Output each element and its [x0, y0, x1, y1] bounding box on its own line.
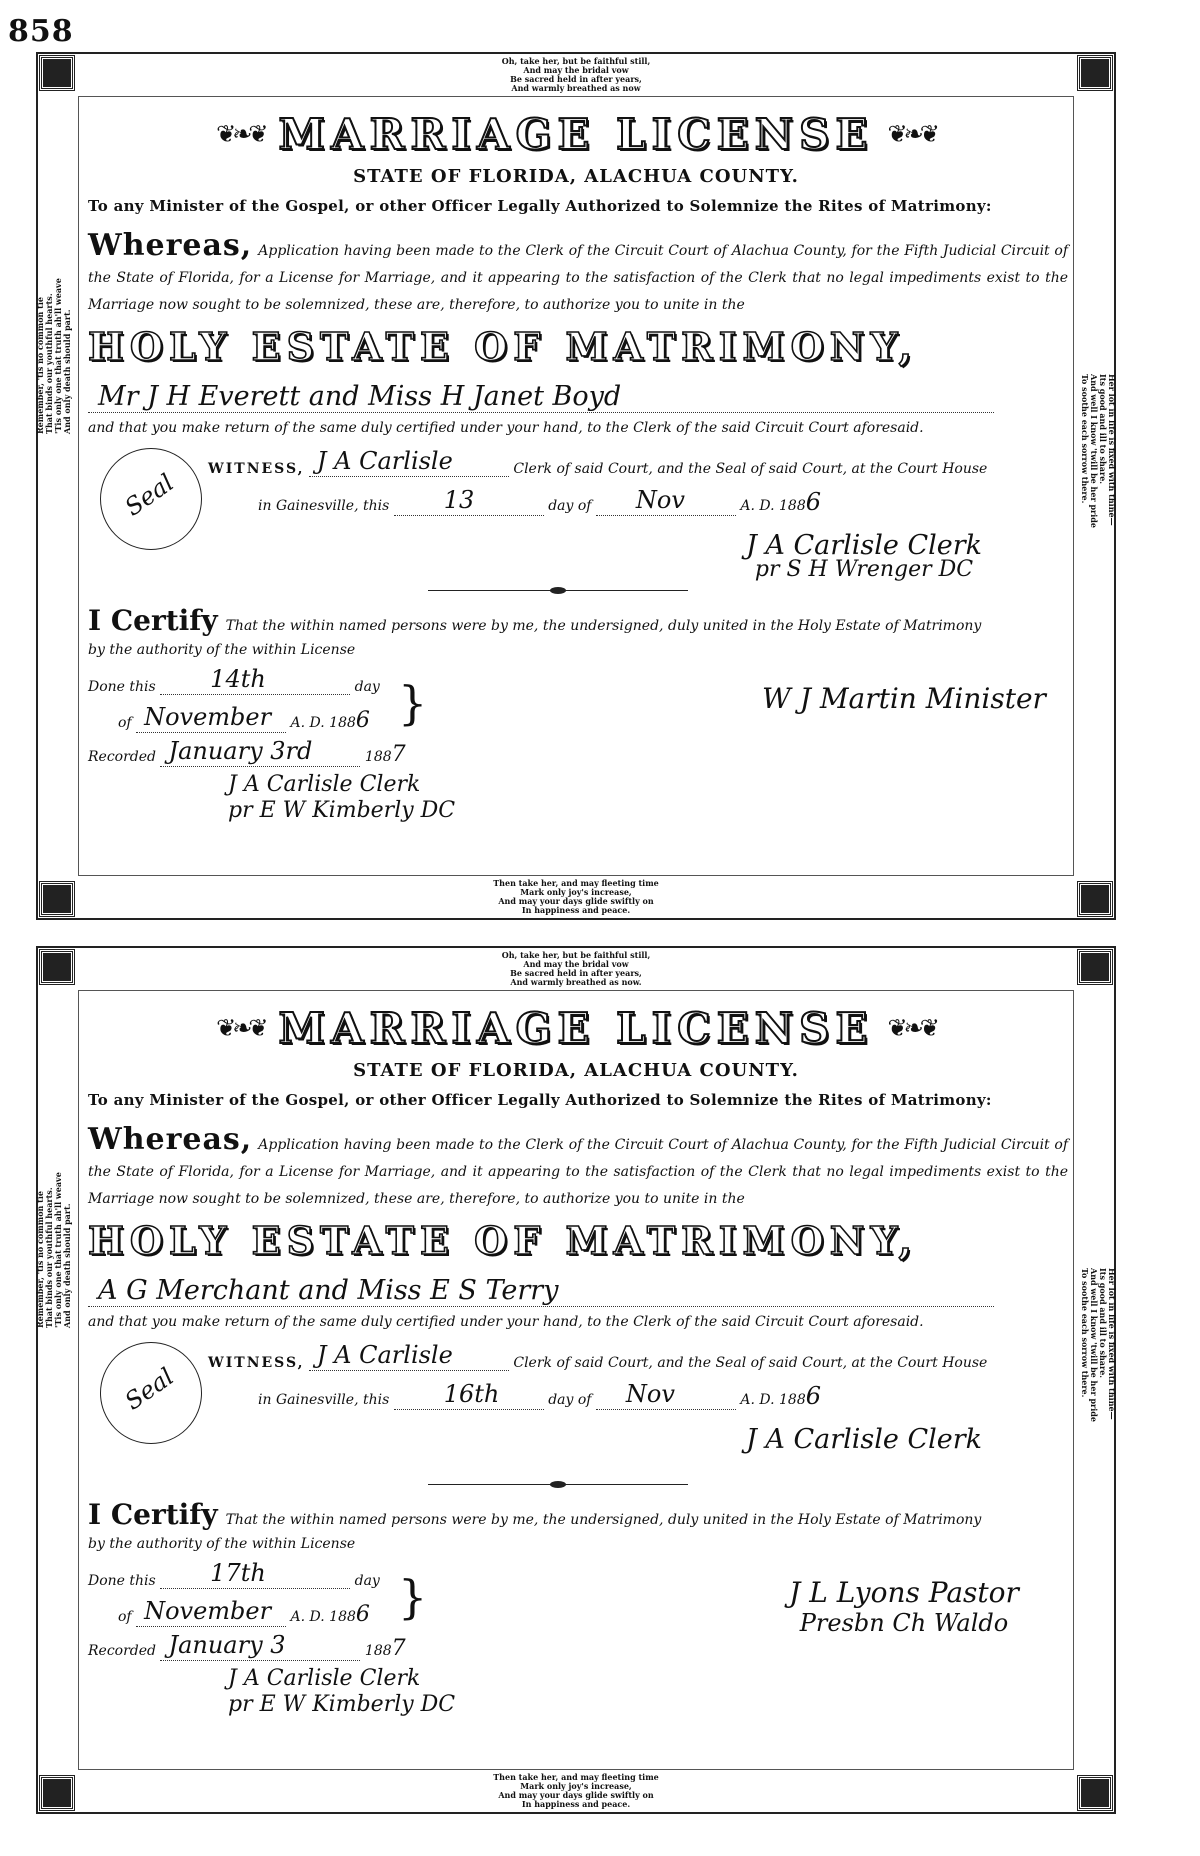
- seal-stamp: [100, 1342, 202, 1444]
- brace-icon: }: [398, 1570, 428, 1624]
- issue-day-line: [394, 1380, 544, 1410]
- authority-line: by the authority of the within License: [88, 1536, 356, 1552]
- done-month-line: [136, 1597, 286, 1627]
- whereas-word: Whereas,: [88, 1122, 253, 1157]
- minister-title: Presbn Ch Waldo: [799, 1609, 1009, 1637]
- witness-clerk-name: J A Carlisle: [316, 447, 453, 475]
- done-month: November: [144, 703, 272, 731]
- recorder-signature: J A Carlisle Clerk: [228, 1666, 421, 1691]
- verse-left: Remember, 'tis no common tie That binds our youthful hearts. 'Tis only one that truth ah'll weave And only death should part.: [35, 1172, 72, 1328]
- marriage-license-2: [36, 946, 1116, 1814]
- title-row: [38, 109, 1114, 159]
- marriage-license-1: [36, 52, 1116, 920]
- issue-year-digit: 6: [805, 1382, 822, 1410]
- witness-text: Clerk of said Court, and the Seal of said Court, at the Court House: [513, 461, 988, 477]
- whereas-text: Application having been made to the Clerk of the Circuit Court of Alachua County, for the Fifth Judicial Circuit of the State of Florida, for a License for Marriage, and it appearing to the satisfaction of the Clerk that no legal impediments exist to the Marriage now sought to be solemnized, these are, therefore, to authorize you to unite in the: [88, 1137, 1068, 1207]
- recorder-signature: J A Carlisle Clerk: [228, 772, 421, 797]
- license-title: MARRIAGE LICENSE: [278, 1003, 874, 1053]
- address-line: To any Minister of the Gospel, or other Officer Legally Authorized to Solemnize the Rites of Matrimony:: [88, 1091, 992, 1109]
- flourish-right-icon: ❦❧❦: [887, 120, 936, 148]
- certify-line: I Certify That the within named persons were by me, the undersigned, duly united in the Holy Estate of Matrimony: [88, 604, 982, 637]
- clerk-signature-block: [734, 1424, 994, 1455]
- authority-line: by the authority of the within License: [88, 642, 356, 658]
- seal-text: Seal: [119, 468, 179, 522]
- couple-names: Mr J H Everett and Miss H Janet Boyd: [98, 381, 622, 412]
- witness-text: Clerk of said Court, and the Seal of said Court, at the Court House: [513, 1355, 988, 1371]
- issue-day-line: [394, 486, 544, 516]
- divider: [428, 590, 688, 591]
- witness-label: WITNESS,: [208, 461, 305, 477]
- address-line: To any Minister of the Gospel, or other Officer Legally Authorized to Solemnize the Rites of Matrimony:: [88, 197, 992, 215]
- done-block: Done this 17th day } of November A. D. 1886 Recorded January 3 1887: [88, 1559, 428, 1661]
- minister-signature-block: [734, 682, 1074, 715]
- clerk-signature-block: [734, 530, 994, 582]
- divider: [428, 1484, 688, 1485]
- verse-right: Her lot in life is fixed with thine— Its good and ill to share. And well I know 'twill be her pride To soothe each sorrow there.: [1080, 1268, 1117, 1422]
- county-line: STATE OF FLORIDA, ALACHUA COUNTY.: [353, 166, 799, 187]
- recorded-date-line: [160, 1631, 360, 1661]
- holy-estate-heading: HOLY ESTATE OF MATRIMONY,: [88, 1218, 918, 1263]
- certify-word: I Certify: [88, 1498, 218, 1531]
- deputy-signature: pr S H Wrenger DC: [754, 557, 974, 582]
- verse-top: Oh, take her, but be faithful still, And may the bridal vow Be sacred held in after years, And warmly breathed as now: [501, 56, 651, 93]
- issue-year-digit: 6: [805, 488, 822, 516]
- certify-line: I Certify That the within named persons were by me, the undersigned, duly united in the Holy Estate of Matrimony: [88, 1498, 982, 1531]
- seal-stamp: [100, 448, 202, 550]
- title-row: [38, 1003, 1114, 1053]
- flourish-left-icon: ❦❧❦: [216, 1014, 265, 1042]
- verse-bottom: Then take her, and may fleeting time Mark only joy's increase, And may your days glide swiftly on In happiness and peace.: [493, 878, 659, 915]
- done-month: November: [144, 1597, 272, 1625]
- witness-row: [208, 1341, 1084, 1371]
- clerk-signature: J A Carlisle Clerk: [745, 1424, 982, 1455]
- flourish-right-icon: ❦❧❦: [887, 1014, 936, 1042]
- minister-signature-block: [734, 1576, 1074, 1637]
- recorder-deputy: pr E W Kimberly DC: [228, 1692, 456, 1717]
- done-day: 17th: [210, 1559, 266, 1587]
- witness-signature-line: [309, 447, 509, 477]
- issue-month-line: [596, 486, 736, 516]
- minister-signature: J L Lyons Pastor: [789, 1576, 1019, 1609]
- issue-day: 13: [443, 486, 475, 514]
- witness-signature-line: [309, 1341, 509, 1371]
- recorded-date: January 3: [168, 1631, 286, 1659]
- names-line: [88, 376, 994, 413]
- flourish-left-icon: ❦❧❦: [216, 120, 265, 148]
- verse-top: Oh, take her, but be faithful still, And may the bridal vow Be sacred held in after years, And warmly breathed as now.: [501, 950, 651, 987]
- done-day-line: [160, 1559, 350, 1589]
- minister-signature: W J Martin Minister: [762, 682, 1046, 715]
- done-block: Done this 14th day } of November A. D. 1886 Recorded January 3rd 1887: [88, 665, 428, 767]
- whereas-paragraph: [88, 228, 1068, 319]
- whereas-paragraph: [88, 1122, 1068, 1213]
- certify-word: I Certify: [88, 604, 218, 637]
- recorder-deputy: pr E W Kimberly DC: [228, 798, 456, 823]
- holy-estate-heading: HOLY ESTATE OF MATRIMONY,: [88, 324, 918, 369]
- page-number: 858: [8, 14, 74, 49]
- brace-icon: }: [398, 676, 428, 730]
- dated-row: in Gainesville, this 16th day of Nov A. D. 1886: [258, 1380, 822, 1410]
- whereas-text: Application having been made to the Clerk of the Circuit Court of Alachua County, for the Fifth Judicial Circuit of the State of Florida, for a License for Marriage, and it appearing to the satisfaction of the Clerk that no legal impediments exist to the Marriage now sought to be solemnized, these are, therefore, to authorize you to unite in the: [88, 243, 1068, 313]
- whereas-word: Whereas,: [88, 228, 253, 263]
- return-text: and that you make return of the same duly certified under your hand, to the Clerk of the said Circuit Court aforesaid.: [88, 420, 924, 436]
- license-title: MARRIAGE LICENSE: [278, 109, 874, 159]
- county-line: STATE OF FLORIDA, ALACHUA COUNTY.: [353, 1060, 799, 1081]
- clerk-signature: J A Carlisle Clerk: [745, 530, 982, 561]
- issue-day: 16th: [443, 1380, 500, 1408]
- recorder-signature-block: [228, 1666, 528, 1718]
- issue-month: Nov: [625, 1380, 675, 1408]
- witness-label: WITNESS,: [208, 1355, 305, 1371]
- done-day-line: [160, 665, 350, 695]
- verse-right: Her lot in life is fixed with thine— Its good and ill to share. And well I know 'twill be her pride To soothe each sorrow there.: [1080, 374, 1117, 528]
- issue-month: Nov: [635, 486, 685, 514]
- recorder-signature-block: [228, 772, 528, 824]
- recorded-date-line: [160, 737, 360, 767]
- done-day: 14th: [210, 665, 266, 693]
- witness-row: [208, 447, 1084, 477]
- witness-clerk-name: J A Carlisle: [316, 1341, 453, 1369]
- verse-left: Remember, 'tis no common tie That binds our youthful hearts. 'Tis only one that truth ah'll weave And only death should part.: [35, 278, 72, 434]
- recorded-date: January 3rd: [168, 737, 313, 765]
- return-text: and that you make return of the same duly certified under your hand, to the Clerk of the said Circuit Court aforesaid.: [88, 1314, 924, 1330]
- done-month-line: [136, 703, 286, 733]
- names-line: [88, 1270, 994, 1307]
- seal-text: Seal: [119, 1362, 179, 1416]
- issue-month-line: [596, 1380, 736, 1410]
- dated-row: in Gainesville, this 13 day of Nov A. D. 1886: [258, 486, 822, 516]
- verse-bottom: Then take her, and may fleeting time Mark only joy's increase, And may your days glide swiftly on In happiness and peace.: [493, 1772, 659, 1809]
- couple-names: A G Merchant and Miss E S Terry: [98, 1275, 559, 1306]
